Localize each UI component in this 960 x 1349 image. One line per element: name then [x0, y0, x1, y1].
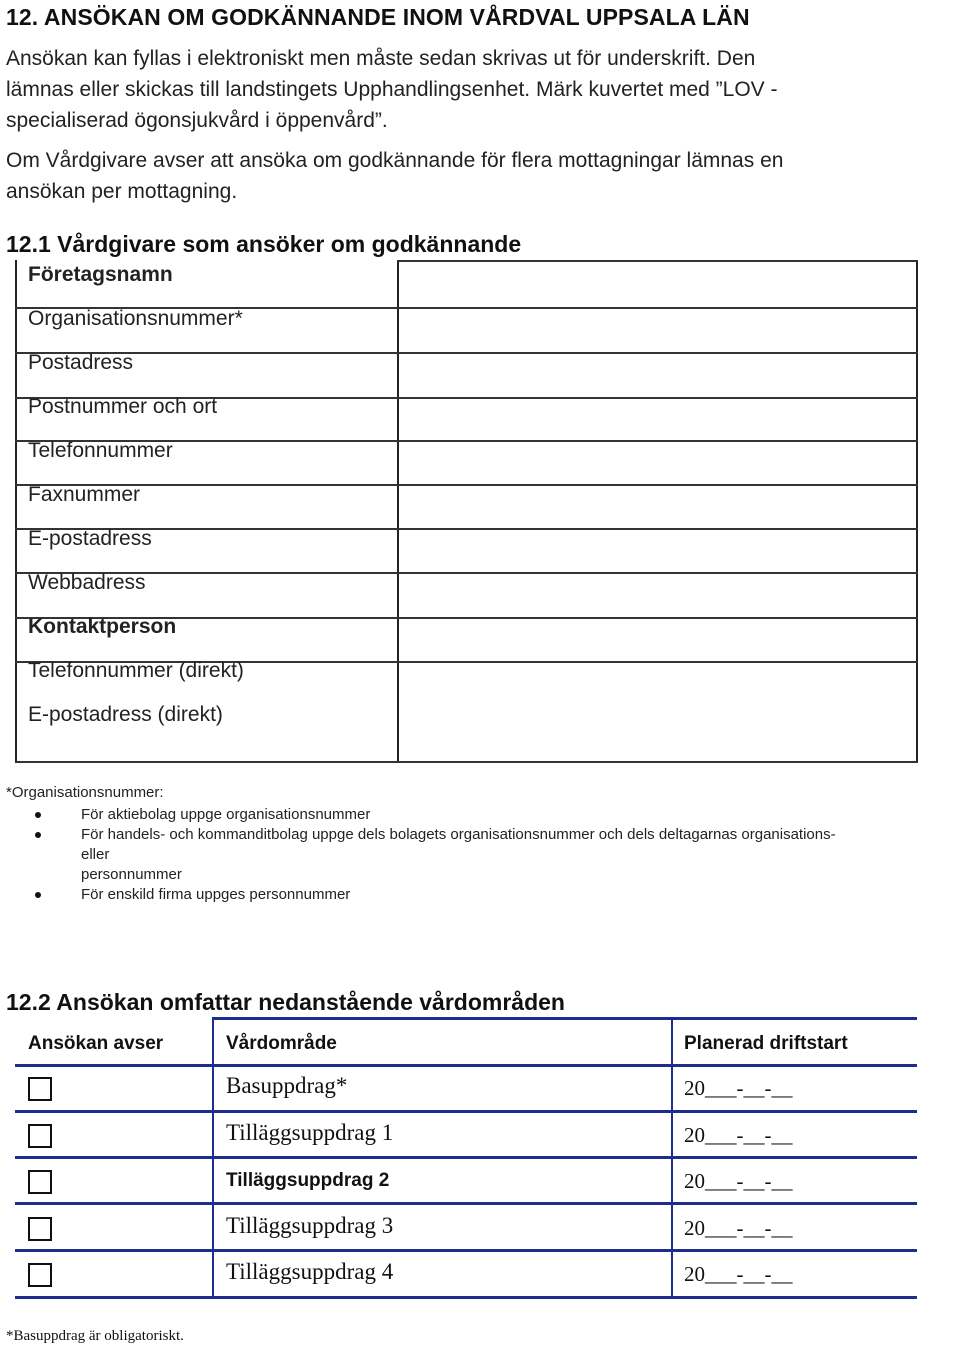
field-label-org-number: Organisationsnummer* [28, 307, 243, 330]
website-input[interactable] [400, 575, 932, 615]
start-date-tillaggsuppdrag-2[interactable]: 20___-__-__ [684, 1169, 793, 1193]
field-label-fax: Faxnummer [28, 483, 141, 506]
intro-line-5: ansökan per mottagning. [6, 180, 238, 203]
start-date-tillaggsuppdrag-4[interactable]: 20___-__-__ [684, 1262, 793, 1286]
direct-phone-input[interactable] [400, 664, 932, 704]
area-label-tillaggsuppdrag-4: Tilläggsuppdrag 4 [226, 1259, 394, 1284]
field-label-email: E-postadress [28, 527, 152, 550]
direct-email-input[interactable] [400, 708, 932, 748]
bullet-enskild-firma: För enskild firma uppges personnummer [0, 885, 960, 905]
subsection-title-12-2: 12.2 Ansökan omfattar nedanstående vårdområden [6, 989, 565, 1015]
field-label-website: Webbadress [28, 571, 146, 594]
field-label-company-name: Företagsnamn [28, 263, 173, 286]
footnote-basuppdrag: *Basuppdrag är obligatoriskt. [6, 1328, 184, 1344]
field-label-direct-email: E-postadress (direkt) [28, 703, 223, 726]
col-header-care-area: Vårdområde [226, 1033, 337, 1054]
tillaggsuppdrag-4-checkbox[interactable] [28, 1263, 52, 1287]
field-label-phone: Telefonnummer [28, 439, 173, 462]
bullet-aktiebolag: För aktiebolag uppge organisationsnummer [0, 805, 960, 825]
start-date-tillaggsuppdrag-3[interactable]: 20___-__-__ [684, 1216, 793, 1240]
basuppdrag-checkbox[interactable] [28, 1077, 52, 1101]
intro-line-4: Om Vårdgivare avser att ansöka om godkännande för flera mottagningar lämnas en [6, 149, 784, 172]
phone-input[interactable] [400, 443, 932, 483]
tillaggsuppdrag-3-checkbox[interactable] [28, 1217, 52, 1241]
area-label-tillaggsuppdrag-2: Tilläggsuppdrag 2 [226, 1170, 390, 1191]
field-label-contact-person: Kontaktperson [28, 615, 177, 638]
org-number-bullets [0, 805, 960, 905]
area-label-basuppdrag: Basuppdrag* [226, 1073, 348, 1098]
section-title: 12. ANSÖKAN OM GODKÄNNANDE INOM VÅRDVAL UPPSALA LÄN [6, 4, 750, 30]
col-header-planned-start: Planerad driftstart [684, 1033, 848, 1054]
form-labels [28, 262, 398, 746]
org-number-note-title: *Organisationsnummer: [6, 784, 164, 801]
company-name-input[interactable] [400, 264, 932, 304]
fax-input[interactable] [400, 487, 932, 527]
intro-line-2: lämnas eller skickas till landstingets Upphandlingsenhet. Märk kuvertet med ”LOV - [6, 78, 778, 101]
area-label-tillaggsuppdrag-1: Tilläggsuppdrag 1 [226, 1120, 394, 1145]
postal-address-input[interactable] [400, 355, 932, 395]
subsection-title-12-1: 12.1 Vårdgivare som ansöker om godkännande [6, 231, 522, 257]
bullet-handelsbolag-cont-2: personnummer [81, 866, 182, 883]
intro-line-3: specialiserad ögonsjukvård i öppenvård”. [6, 109, 388, 132]
tillaggsuppdrag-2-checkbox[interactable] [28, 1170, 52, 1194]
bullet-handelsbolag: För handels- och kommanditbolag uppge dels bolagets organisationsnummer och dels deltagarnas organisations- [0, 825, 960, 845]
start-date-tillaggsuppdrag-1[interactable]: 20___-__-__ [684, 1123, 793, 1147]
bullet-handelsbolag-cont-1: eller [81, 846, 110, 863]
tillaggsuppdrag-1-checkbox[interactable] [28, 1124, 52, 1148]
org-number-input[interactable] [400, 310, 932, 350]
email-input[interactable] [400, 531, 932, 571]
area-label-tillaggsuppdrag-3: Tilläggsuppdrag 3 [226, 1213, 394, 1238]
field-label-direct-phone: Telefonnummer (direkt) [28, 659, 244, 682]
postcode-city-input[interactable] [400, 399, 932, 439]
intro-line-1: Ansökan kan fyllas i elektroniskt men måste sedan skrivas ut för underskrift. Den [6, 47, 756, 70]
field-label-postcode-city: Postnummer och ort [28, 395, 218, 418]
start-date-basuppdrag[interactable]: 20___-__-__ [684, 1076, 793, 1100]
col-header-application: Ansökan avser [28, 1033, 164, 1054]
contact-person-input[interactable] [400, 620, 932, 660]
field-label-postal-address: Postadress [28, 351, 134, 374]
